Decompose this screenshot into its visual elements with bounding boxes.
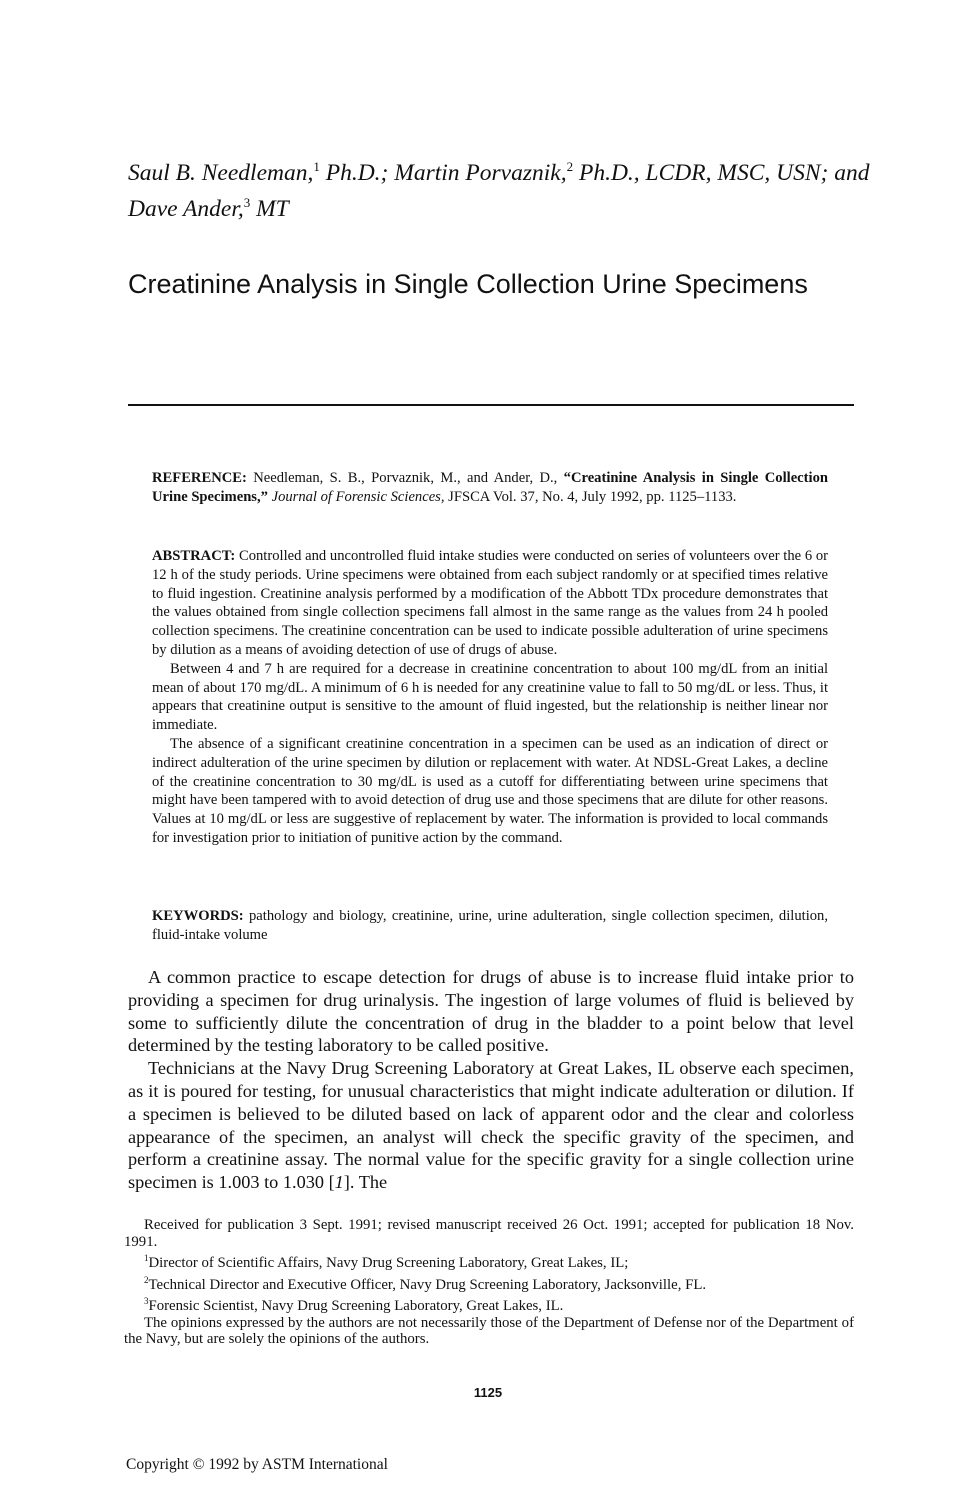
footnotes [124, 1217, 854, 1348]
author-1-credentials: Ph.D.; [319, 159, 395, 186]
footnote-1-text: Director of Scientific Affairs, Navy Drug Screening Laboratory, Great Lakes, IL; [148, 1255, 629, 1272]
reference-article-title: “Creatinine Analysis in Single Collection Urine Specimens,” [152, 470, 828, 505]
abstract-paragraph-3: The absence of a significant creatinine concentration in a specimen can be used as an indication of direct or indirect adulteration of the urine specimen by dilution or replacement with water. At NDSL-Great Lakes, a decline of the creatinine concentration to 30 mg/dL is used as a cutoff for differentiating between urine specimens that might have been tampered with to avoid detection of drug use and those specimens that are dilute for other reasons. Values at 10 mg/dL or less are suggestive of replacement by water. The information is provided to local commands for investigation prior to initiation of punitive action by the command. [152, 735, 828, 846]
reference-label: REFERENCE: [152, 470, 247, 486]
author-3-credentials: MT [250, 195, 289, 222]
footnote-2-text: Technical Director and Executive Officer, Navy Drug Screening Laboratory, Jacksonville, FL. [148, 1276, 707, 1293]
abstract-label: ABSTRACT: [152, 548, 236, 564]
citation-ref-1: 1 [334, 1172, 344, 1193]
abstract-block [152, 547, 828, 848]
author-1-affiliation-mark: 1 [313, 159, 320, 174]
keywords-block [152, 907, 828, 945]
author-3-name: Dave Ander, [128, 195, 244, 222]
author-2-name: Martin Porvaznik, [394, 159, 567, 186]
reference-journal: Journal of Forensic Sciences, [267, 488, 445, 505]
footnote-2 [124, 1272, 854, 1294]
footnote-3-text: Forensic Scientist, Navy Drug Screening Laboratory, Great Lakes, IL. [148, 1298, 564, 1315]
copyright-notice: Copyright © 1992 by ASTM International [126, 1456, 388, 1473]
reference-block [152, 469, 828, 507]
author-list [128, 152, 888, 224]
footnote-3-mark: 3 [144, 1296, 149, 1307]
author-1-name: Saul B. Needleman, [128, 159, 314, 186]
abstract-paragraph-1 [152, 547, 828, 660]
author-2-affiliation-mark: 2 [566, 159, 574, 174]
abstract-paragraph-2: Between 4 and 7 h are required for a decrease in creatinine concentration to about 100 mg/dL from an initial mean of about 170 mg/dL. A minimum of 6 h is needed for any creatinine value to fall to 50 mg/dL or less. Thus, it appears that creatinine output is sensitive to the amount of fluid ingested, but the relationship is neither linear nor immediate. [152, 660, 828, 734]
author-2-credentials: Ph.D., LCDR, MSC, USN; and [573, 159, 870, 186]
body-paragraph-2-tail: ]. The [343, 1172, 388, 1193]
title-divider [128, 404, 854, 406]
body-paragraph-2 [128, 1057, 854, 1194]
reference-authors: Needleman, S. B., Porvaznik, M., and Ander, D., [246, 470, 564, 486]
footnote-1 [124, 1250, 854, 1272]
keywords-text: pathology and biology, creatinine, urine, urine adulteration, single collection specimen, dilution, fluid-intake volume [152, 908, 828, 943]
disclaimer-note: The opinions expressed by the authors are not necessarily those of the Department of Defense nor of the Department of the Navy, but are solely the opinions of the authors. [124, 1314, 854, 1348]
paper-title: Creatinine Analysis in Single Collection Urine Specimens [128, 269, 808, 299]
received-note: Received for publication 3 Sept. 1991; revised manuscript received 26 Oct. 1991; accepted for publication 18 Nov. 1991. [124, 1217, 854, 1250]
footnote-3 [124, 1293, 854, 1315]
footnote-1-mark: 1 [144, 1253, 149, 1264]
page-number: 1125 [473, 1385, 503, 1400]
footnote-2-mark: 2 [144, 1274, 149, 1285]
author-3-affiliation-mark: 3 [243, 194, 251, 210]
abstract-text-1: Controlled and uncontrolled fluid intake studies were conducted on series of volunteers over the 6 or 12 h of the study periods. Urine specimens were obtained from each subject randomly or at specified times relative to fluid ingestion. Creatinine analysis performed by a modification of the Abbott TDx procedure demonstrates that the values obtained from single collection specimens fall almost in the same range as the values from 24 h pooled collection specimens. The creatinine concentration can be used to indicate possible adulteration of urine specimens by dilution as a means of avoiding detection of use of drugs of abuse. [152, 548, 828, 658]
reference-details: JFSCA Vol. 37, No. 4, July 1992, pp. 1125–1133. [444, 488, 737, 505]
keywords-label: KEYWORDS: [152, 908, 244, 924]
body-paragraph-1: A common practice to escape detection for drugs of abuse is to increase fluid intake prior to providing a specimen for drug urinalysis. The ingestion of large volumes of fluid is believed by some to sufficiently dilute the concentration of drug in the bladder to a point below that level determined by the testing laboratory to be called positive. [128, 967, 854, 1056]
body-paragraph-2-text: Technicians at the Navy Drug Screening Laboratory at Great Lakes, IL observe each specimen, as it is poured for testing, for unusual characteristics that might indicate adulteration or dilution. If a specimen is believed to be diluted based on lack of apparent odor and the clear and colorless appearance of the specimen, an analyst will check the specific gravity of the specimen, and perform a creatinine assay. The normal value for the specific gravity for a single collection urine specimen is 1.003 to 1.030 [ [128, 1058, 854, 1193]
body-text [128, 966, 854, 1194]
